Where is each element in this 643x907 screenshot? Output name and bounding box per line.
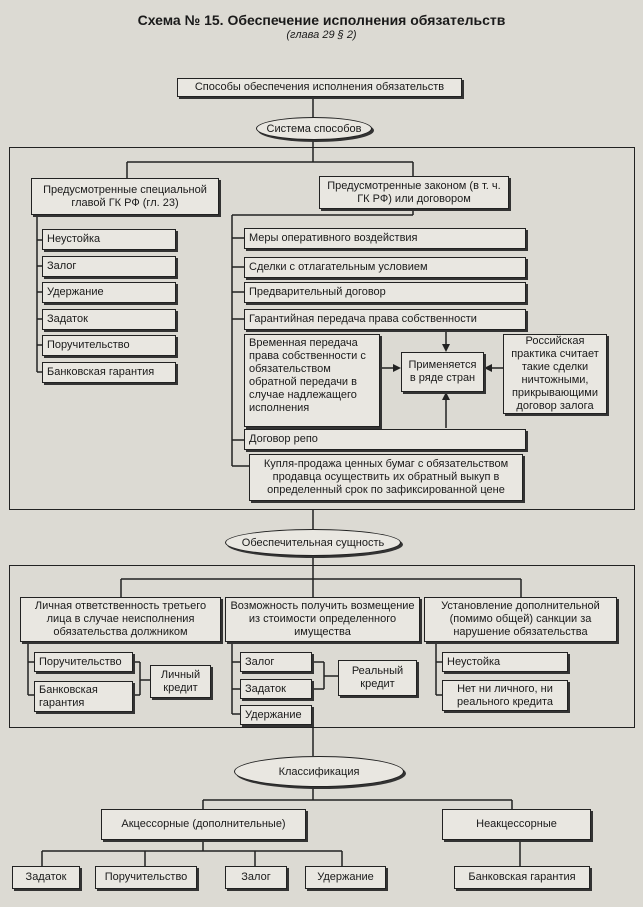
classification-node: Классификация bbox=[234, 756, 404, 787]
page-title: Схема № 15. Обеспечение исполнения обязательств bbox=[137, 12, 506, 28]
personal-item-surety: Поручительство bbox=[34, 652, 133, 672]
temporary-transfer-box: Временная передача права собственности с обязательством обратной передачи в случае надлежащего исполнения bbox=[244, 334, 380, 427]
personal-item-bank-guarantee: Банковская гарантия bbox=[34, 681, 133, 712]
page-subtitle: (глава 29 § 2) bbox=[286, 29, 357, 41]
essence-node: Обеспечительная сущность bbox=[225, 529, 401, 556]
left-item-surety: Поручительство bbox=[42, 335, 176, 356]
accessory-item-surety: Поручительство bbox=[95, 866, 197, 889]
accessory-item-pledge: Залог bbox=[225, 866, 287, 889]
real-item-pledge: Залог bbox=[240, 652, 312, 672]
right-item-preliminary: Предварительный договор bbox=[244, 282, 526, 303]
russian-practice-box: Российская практика считает такие сделки ничтожными, прикрывающими договор залога bbox=[503, 334, 607, 414]
left-item-penalty: Неустойка bbox=[42, 229, 176, 250]
right-item-conditional: Сделки с отлагательным условием bbox=[244, 257, 526, 278]
left-item-bank-guarantee: Банковская гарантия bbox=[42, 362, 176, 383]
non-accessory-item-bank-guarantee: Банковская гарантия bbox=[454, 866, 590, 889]
non-accessory-header: Неакцессорные bbox=[442, 809, 591, 840]
securities-box: Купля-продажа ценных бумаг с обязательством продавца осуществить их обратный выкуп в определенный срок по зафиксированной цене bbox=[249, 454, 523, 501]
personal-credit-box: Личный кредит bbox=[150, 665, 211, 698]
personal-header: Личная ответственность третьего лица в случае неисполнения обязательства должником bbox=[20, 597, 221, 642]
left-item-deposit: Задаток bbox=[42, 309, 176, 330]
sanction-header: Установление дополнительной (помимо общей) санкции за нарушение обязательства bbox=[424, 597, 617, 642]
real-item-retention: Удержание bbox=[240, 705, 312, 725]
sanction-item-no-credit: Нет ни личного, ни реального кредита bbox=[442, 680, 568, 711]
applied-box: Применяется в ряде стран bbox=[401, 352, 484, 392]
right-group-header: Предусмотренные законом (в т. ч. ГК РФ) или договором bbox=[319, 176, 509, 209]
repo-box: Договор репо bbox=[244, 429, 526, 450]
real-credit-box: Реальный кредит bbox=[338, 660, 417, 696]
real-item-deposit: Задаток bbox=[240, 679, 312, 699]
left-item-retention: Удержание bbox=[42, 282, 176, 303]
accessory-item-retention: Удержание bbox=[305, 866, 386, 889]
left-item-pledge: Залог bbox=[42, 256, 176, 277]
sanction-item-penalty: Неустойка bbox=[442, 652, 568, 672]
real-header: Возможность получить возмещение из стоимости определенного имущества bbox=[225, 597, 420, 642]
right-item-guarantee-transfer: Гарантийная передача права собственности bbox=[244, 309, 526, 330]
root-node: Способы обеспечения исполнения обязательств bbox=[177, 78, 462, 97]
left-group-header: Предусмотренные специальной главой ГК РФ (гл. 23) bbox=[31, 178, 219, 215]
accessory-item-deposit: Задаток bbox=[12, 866, 80, 889]
system-node: Система способов bbox=[256, 117, 372, 140]
right-item-operative: Меры оперативного воздействия bbox=[244, 228, 526, 249]
accessory-header: Акцессорные (дополнительные) bbox=[101, 809, 306, 840]
